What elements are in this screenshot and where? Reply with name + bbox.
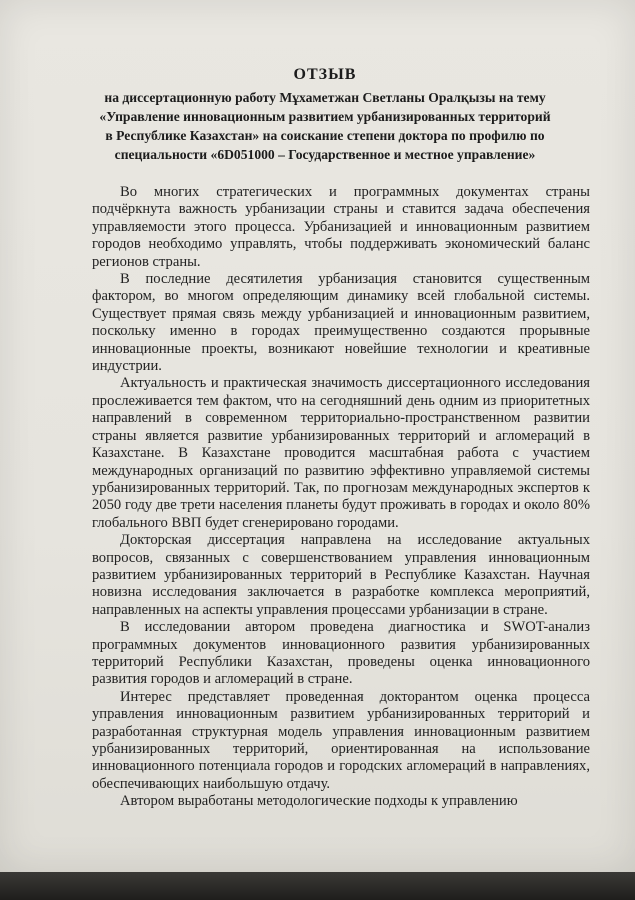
body-paragraph: В последние десятилетия урбанизация становится существенным фактором, во многом определяющим динамику всей глобальной системы. Существует прямая связь между урбанизацией и инновационным развитием, поскольку именно в городах преимущественно создаются прорывные инновационные проекты, возникают новейшие технологии и креативные индустрии. [92,271,590,375]
body-paragraph: Интерес представляет проведенная докторантом оценка процесса управления инновационным развитием урбанизированных территорий и разработанная структурная модель управления инновационным развитием урбанизированных территорий, ориентированная на использование инновационного потенциала городов и городских агломераций в направлениях, обеспечивающих наибольшую отдачу. [92,688,590,792]
subtitle-line: на диссертационную работу Мұхаметжан Светланы Оралқызы на тему [104,90,546,105]
document-subtitle [60,88,590,164]
body-paragraph: Актуальность и практическая значимость диссертационного исследования прослеживается тем фактом, что на сегодняшний день одним из приоритетных направлений в современном территориально-пространственном развитии страны является развитие урбанизированных территорий и агломераций в Казахстане. В Казахстане проводится масштабная работа с участием международных организаций по развитию эффективно управляемой системы урбанизированных территорий. Так, по прогнозам международных экспертов к 2050 году две трети населения планеты будут проживать в городах и около 80% глобального ВВП будет сгенерировано городами. [92,375,590,531]
body-paragraph: Во многих стратегических и программных документах страны подчёркнута важность урбанизации страны и ставится задача обеспечения управляемости этого процесса. Урбанизацией и инновационным развитием городов необходимо управлять, чтобы поддерживать экономический баланс регионов страны. [92,184,590,270]
body-paragraph: В исследовании автором проведена диагностика и SWOT-анализ программных документов инновационного развития урбанизированных территорий Республики Казахстан, проведены оценка инновационного развития городов и агломераций в стране. [92,619,590,688]
document-body [92,184,590,811]
body-paragraph: Докторская диссертация направлена на исследование актуальных вопросов, связанных с совершенствованием управления инновационным развитием урбанизированных территорий в Республике Казахстан. Научная новизна исследования заключается в разработке комплекса мероприятий, направленных на аспекты управления процессами урбанизации в стране. [92,532,590,618]
body-paragraph: Автором выработаны методологические подходы к управлению [120,793,518,810]
background-surface [0,872,635,900]
subtitle-line: специальности «6D051000 – Государственное и местное управление» [114,147,536,162]
document-header [60,66,590,164]
document-title: ОТЗЫВ [293,66,357,83]
subtitle-line: в Республике Казахстан» на соискание степени доктора по профилю по [105,128,545,143]
subtitle-line: «Управление инновационным развитием урбанизированных территорий [99,109,551,124]
